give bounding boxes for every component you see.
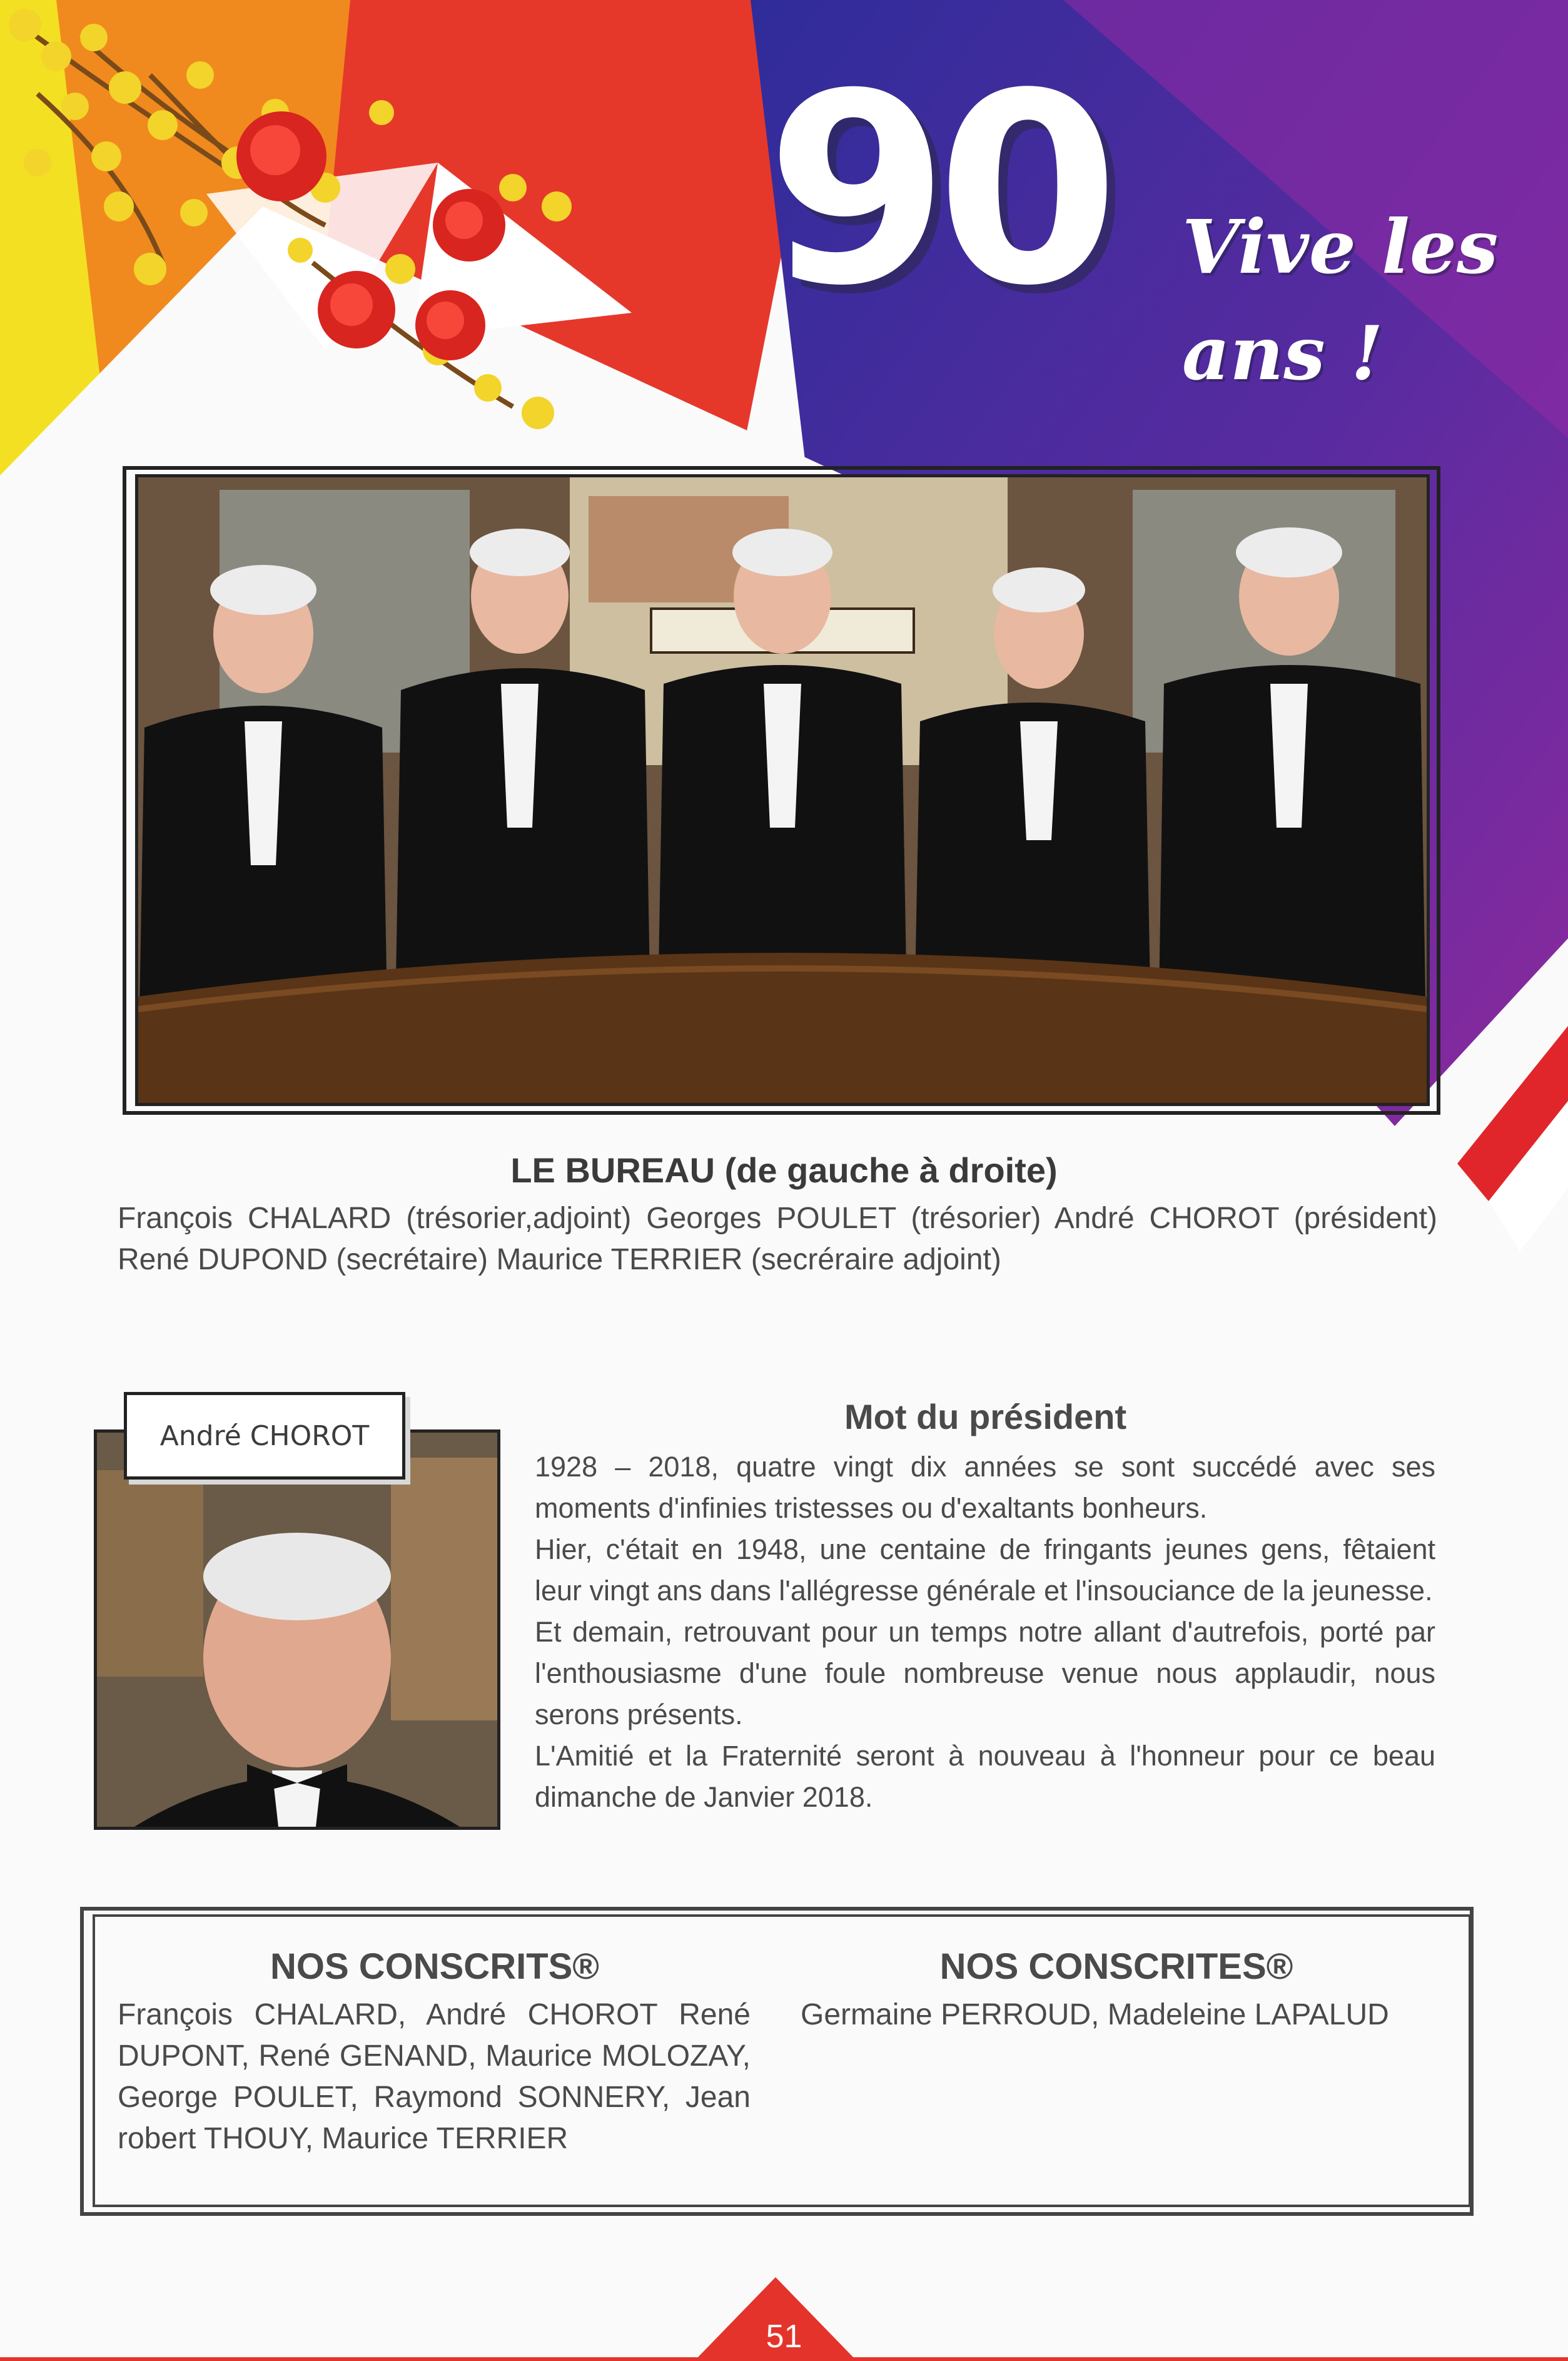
page-number: 51 — [766, 2318, 802, 2355]
header-tagline-line2: ans ! — [1182, 310, 1383, 397]
president-portrait — [94, 1429, 500, 1830]
header-tagline-line1: Vive les — [1182, 203, 1499, 290]
bureau-members: François CHALARD (trésorier,adjoint) Georges POULET (trésorier) André CHOROT (président) René DUPOND (secrétaire) Maurice TERRIER (secréraire adjoint) — [118, 1202, 1437, 1276]
president-message-title: Mot du président — [844, 1397, 1127, 1436]
president-message-body — [535, 1446, 1435, 1818]
bureau-title: LE BUREAU (de gauche à droite) — [510, 1150, 1058, 1190]
message-paragraph: Hier, c'était en 1948, une centaine de fringants jeunes gens, fêtaient leur vingt ans dans l'allégresse générale et l'insouciance de la jeunesse. — [535, 1533, 1435, 1607]
message-paragraph: Et demain, retrouvant pour un temps notre allant d'autrefois, porté par l'enthousiasme d'une foule nombreuse venue nous applaudir, nous serons présents. — [535, 1616, 1435, 1730]
message-paragraph: 1928 – 2018, quatre vingt dix années se sont succédé avec ses moments d'infinies tristesses ou d'exaltants bonheurs. — [535, 1451, 1435, 1524]
group-photo — [135, 474, 1430, 1106]
president-name-tag: André CHOROT — [124, 1392, 405, 1480]
conscrits-title: NOS CONSCRITS® — [270, 1946, 600, 1987]
conscrits-names: François CHALARD, André CHOROT René DUPONT, René GENAND, Maurice MOLOZAY, George POULET, Raymond SONNERY, Jean robert THOUY, Maurice TERRIER — [118, 1998, 751, 2155]
conscrites-names: Germaine PERROUD, Madeleine LAPALUD — [801, 1998, 1389, 2031]
message-paragraph: L'Amitié et la Fraternité seront à nouveau à l'honneur pour ce beau dimanche de Janvier 2018. — [535, 1740, 1435, 1813]
conscrites-title: NOS CONSCRITES® — [939, 1946, 1293, 1987]
anniversary-number: 90 — [766, 38, 1107, 343]
